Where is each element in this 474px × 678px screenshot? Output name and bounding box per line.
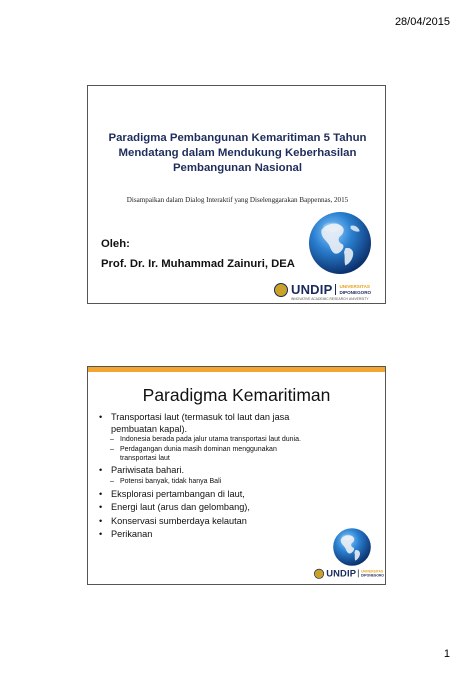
accent-bar: [88, 367, 385, 372]
list-item: • Eksplorasi pertambangan di laut,: [99, 488, 245, 499]
slide-1: [87, 85, 386, 304]
logo-wordmark: UNDIP: [326, 568, 357, 579]
by-label: Oleh:: [101, 238, 130, 250]
title-line: Pembangunan Nasional: [172, 162, 303, 174]
title-line: Paradigma Pembangunan Kemaritiman 5 Tahun: [108, 132, 367, 144]
sub-list-item: – Potensi banyak, tidak hanya Bali: [110, 477, 222, 485]
slide-1-subtitle: Disampaikan dalam Dialog Interaktif yang Diselenggarakan Bappennas, 2015: [126, 196, 349, 204]
list-item: • Energi laut (arus dan gelombang),: [99, 502, 250, 513]
slide-2: [87, 366, 386, 585]
logo-wordmark: UNDIP: [291, 282, 333, 297]
logo-tagline: INNOVATIVE ACADEMIC RESEARCH UNIVERSITY: [291, 297, 369, 301]
list-item: • Konservasi sumberdaya kelautan: [99, 515, 247, 526]
logo-university-name: UNIVERSITAS DIPONEGORO: [358, 570, 384, 577]
slide-2-title: Paradigma Kemaritiman: [142, 385, 331, 405]
list-item: • Pariwisata bahari.: [99, 465, 185, 476]
university-seal-icon: [314, 568, 324, 578]
date-stamp: 28/04/2015: [394, 16, 450, 28]
sub-list-item: – Indonesia berada pada jalur utama transportasi laut dunia.: [110, 436, 301, 443]
globe-icon: [332, 527, 372, 567]
university-seal-icon: [274, 283, 288, 297]
globe-icon: [307, 210, 373, 276]
title-line: Mendatang dalam Mendukung Keberhasilan: [118, 147, 357, 159]
bullet-list: [98, 412, 378, 542]
list-item: • Transportasi laut (termasuk tol laut dan jasa pembuatan kapal).: [99, 412, 290, 434]
undip-logo: [314, 568, 384, 579]
list-item: • Perikanan: [99, 529, 153, 540]
undip-logo: [274, 282, 372, 301]
slide-1-title: [108, 131, 367, 176]
page-number: 1: [443, 648, 450, 660]
author-name: Prof. Dr. Ir. Muhammad Zainuri, DEA: [101, 258, 295, 270]
logo-university-name: UNIVERSITAS DIPONEGORO: [335, 284, 371, 294]
sub-list-item: – Perdagangan dunia masih dominan menggunakan transportasi laut: [110, 445, 277, 462]
